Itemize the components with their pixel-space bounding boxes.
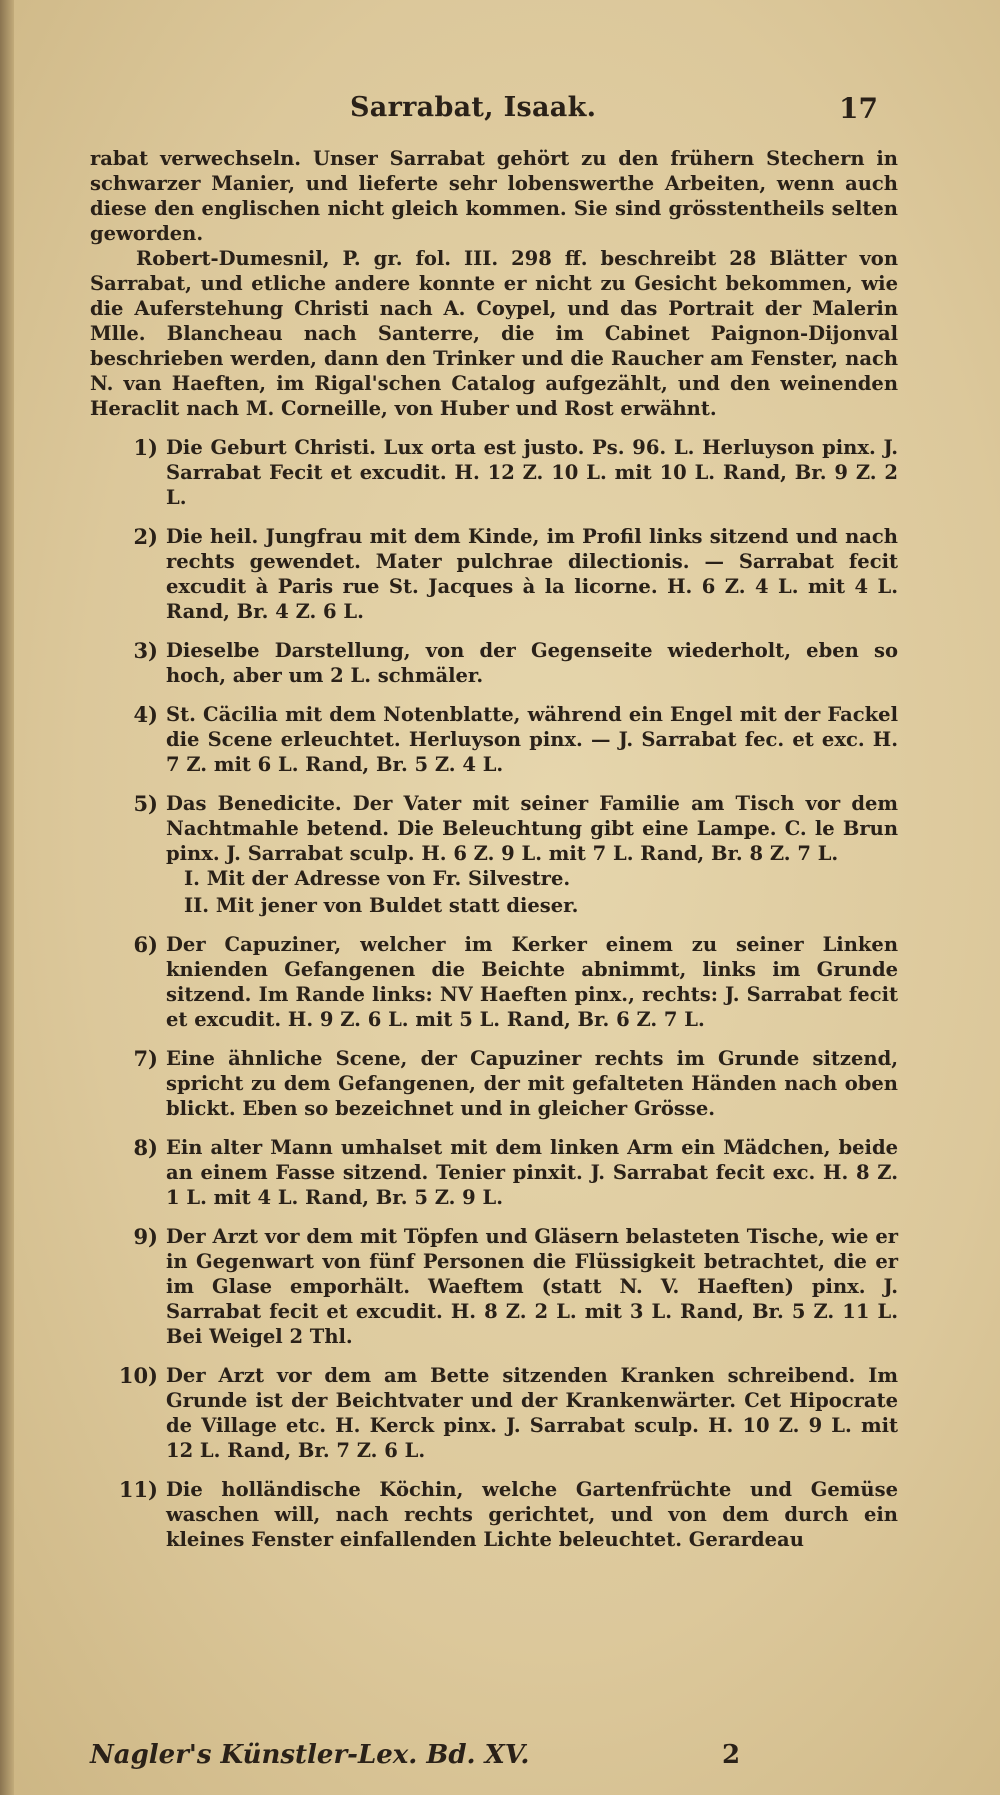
catalog-entry: [90, 1135, 898, 1210]
entry-text: Dieselbe Darstellung, von der Gegenseite wiederholt, eben so hoch, aber um 2 L. schmäler.: [166, 639, 898, 687]
catalog-entry: [90, 702, 898, 777]
page-number: 17: [839, 92, 878, 125]
entry-text: St. Cäcilia mit dem Notenblatte, während ein Engel mit der Fackel die Scene erleuchtet. Herluyson pinx. — J. Sarrabat fec. et exc. H. 7 Z. mit 6 L. Rand, Br. 5 Z. 4 L.: [166, 703, 898, 776]
page-footer: [90, 1740, 890, 1776]
entry-text: Der Capuziner, welcher im Kerker einem zu seiner Linken knienden Gefangenen die Beichte abnimmt, links im Grunde sitzend. Im Rande links: NV Haeften pinx., rechts: J. Sarrabat fecit et excudit. H. 9 Z. 6 L. mit 5 L. Rand, Br. 6 Z. 7 L.: [166, 933, 898, 1031]
entry-number: 11): [118, 1477, 158, 1502]
entry-number: 1): [133, 435, 158, 460]
catalog-entry: [90, 791, 898, 866]
signature-line: Nagler's Künstler-Lex. Bd. XV.: [90, 1740, 530, 1770]
catalog-entry: [90, 524, 898, 624]
entry-text: Das Benedicite. Der Vater mit seiner Familie am Tisch vor dem Nachtmahle betend. Die Beleuchtung gibt eine Lampe. C. le Brun pinx. J. Sarrabat sculp. H. 6 Z. 9 L. mit 7 L. Rand, Br. 8 Z. 7 L.: [166, 792, 898, 865]
entry-text: Der Arzt vor dem mit Töpfen und Gläsern belasteten Tische, wie er in Gegenwart von fünf Personen die Flüssigkeit betrachtet, die er im Glase emporhält. Waeftem (statt N. V. Haeften) pinx. J. Sarrabat fecit et excudit. H. 8 Z. 2 L. mit 3 L. Rand, Br. 5 Z. 11 L. Bei Weigel 2 Thl.: [166, 1225, 898, 1348]
entry-number: 2): [133, 524, 158, 549]
entry-text: Die Geburt Christi. Lux orta est justo. Ps. 96. L. Herluyson pinx. J. Sarrabat Fecit et excudit. H. 12 Z. 10 L. mit 10 L. Rand, Br. 9 Z. 2 L.: [166, 436, 898, 509]
print-state: I. Mit der Adresse von Fr. Silvestre.: [184, 867, 571, 890]
catalog-entry: [90, 435, 898, 510]
entry-number: 3): [133, 638, 158, 663]
entry-number: 5): [133, 791, 158, 816]
entry-text: Die heil. Jungfrau mit dem Kinde, im Profil links sitzend und nach rechts gewendet. Mater pulchrae dilectionis. — Sarrabat fecit excudit à Paris rue St. Jacques à la licorne. H. 6 Z. 4 L. mit 4 L. Rand, Br. 4 Z. 6 L.: [166, 525, 898, 623]
catalog-entry: [90, 1477, 898, 1552]
page-gutter: [0, 0, 14, 1795]
catalog-entry: [90, 1046, 898, 1121]
catalog-entry: [90, 1363, 898, 1463]
entry-text: Die holländische Köchin, welche Gartenfrüchte und Gemüse waschen will, nach rechts gerichtet, und von dem durch ein kleines Fenster einfallenden Lichte beleuchtet. Gerardeau: [166, 1478, 898, 1551]
entry-text: Der Arzt vor dem am Bette sitzenden Kranken schreibend. Im Grunde ist der Beichtvater und der Krankenwärter. Cet Hipocrate de Village etc. H. Kerck pinx. J. Sarrabat sculp. H. 10 Z. 9 L. mit 12 L. Rand, Br. 7 Z. 6 L.: [166, 1364, 898, 1462]
entry-number: 6): [133, 932, 158, 957]
signature-mark: 2: [722, 1740, 741, 1770]
entry-number: 9): [133, 1224, 158, 1249]
page-header: [90, 92, 890, 132]
entry-text: Ein alter Mann umhalset mit dem linken Arm ein Mädchen, beide an einem Fasse sitzend. Tenier pinxit. J. Sarrabat fecit exc. H. 8 Z. 1 L. mit 4 L. Rand, Br. 5 Z. 9 L.: [166, 1136, 898, 1209]
intro-paragraph: Robert-Dumesnil, P. gr. fol. III. 298 ff. beschreibt 28 Blätter von Sarrabat, und etliche andere konnte er nicht zu Gesicht bekommen, wie die Auferstehung Christi nach A. Coypel, und das Portrait der Malerin Mlle. Blancheau nach Santerre, die im Cabinet Paignon-Dijonval beschrieben werden, dann den Trinker und die Raucher am Fenster, nach N. van Haeften, im Rigal'schen Catalog aufgezählt, und den weinenden Heraclit nach M. Corneille, von Huber und Rost erwähnt.: [90, 247, 898, 420]
entry-text: Eine ähnliche Scene, der Capuziner rechts im Grunde sitzend, spricht zu dem Gefangenen, der mit gefalteten Händen nach oben blickt. Eben so bezeichnet und in gleicher Grösse.: [166, 1047, 898, 1120]
entry-number: 7): [133, 1046, 158, 1071]
entry-number: 10): [118, 1363, 158, 1388]
entry-number: 4): [133, 702, 158, 727]
running-head: Sarrabat, Isaak.: [350, 92, 597, 123]
catalog-entry: [90, 932, 898, 1032]
print-state: II. Mit jener von Buldet statt dieser.: [184, 894, 579, 917]
catalog-entry: [90, 1224, 898, 1349]
body-text: [90, 146, 898, 1552]
intro-paragraph: rabat verwechseln. Unser Sarrabat gehört zu den frühern Stechern in schwarzer Manier, und lieferte sehr lobenswerthe Arbeiten, wenn auch diese den englischen nicht gleich kommen. Sie sind grösstentheils selten geworden.: [90, 147, 898, 245]
catalog-entry: [90, 638, 898, 688]
entry-number: 8): [133, 1135, 158, 1160]
